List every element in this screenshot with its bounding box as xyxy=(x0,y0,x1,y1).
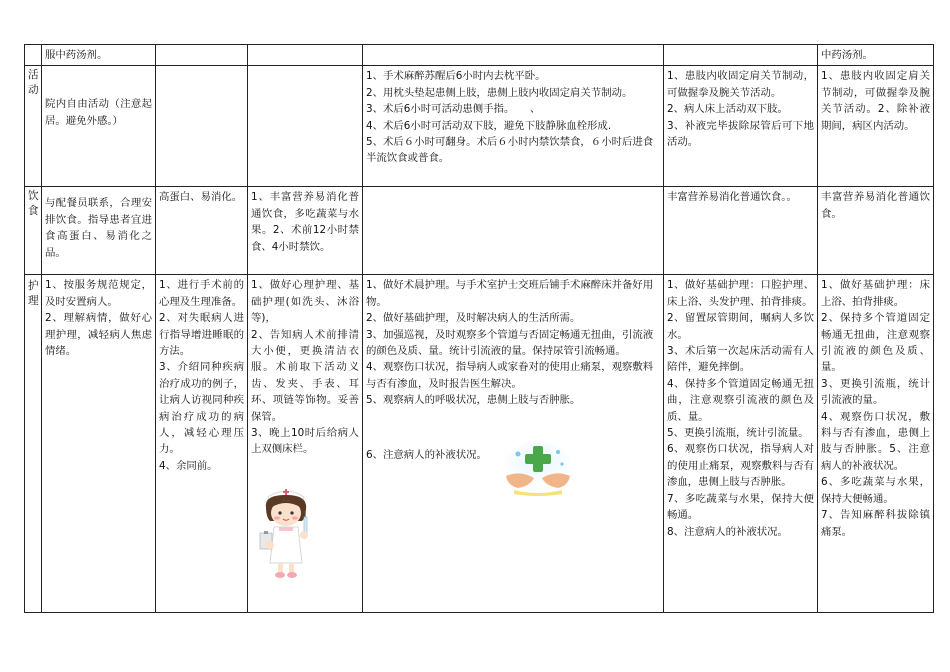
care-plan-table xyxy=(24,44,934,613)
cell-activity-col6: 1、患肢内收固定肩关节制动，可做握拳及腕关节活动。2、除补液期间，病区内活动。 xyxy=(818,66,934,187)
table-row-diet xyxy=(25,187,934,275)
cell-top-col5 xyxy=(664,45,818,66)
nurse-illustration xyxy=(250,483,322,579)
cell-activity-col5: 1、患肢内收固定肩关节制动，可做握拳及腕关节活动。 2、病人床上活动双下肢。 3、补液完毕拔除尿管后可下地活动。 xyxy=(664,66,818,187)
cell-nursing-col6: 1、做好基础护理：床上浴、拍背排痰。 2、保持多个管道固定畅通无扭曲，注意观察引流液的颜色及质、量。 3、更换引流瓶，统计引流液的量。 4、观察伤口状况，敷料与否有渗血，患侧上肢与否肿胀。5、注意病人的补液状况。 6、多吃蔬菜与水果，保持大便畅通。 7、告知麻醉科拔除镇痛泵。 xyxy=(818,275,934,613)
cell-activity-col1: 院内自由活动（注意起居。避免外感。） xyxy=(42,66,156,187)
cell-diet-col1: 与配餐员联系，合理安排饮食。指导患者宜进食高蛋白、易消化之品。 xyxy=(42,187,156,275)
cell-activity-col4: 1、手术麻醉苏醒后6小时内去枕平卧。 2、用枕头垫起患侧上肢，患侧上肢内收固定肩关节制动。 3、术后6小时可活动患侧手指。 、 4、术后6小时可活动双下肢，避免下肢静脉血栓形成. 5、术后６小时可翻身。术后６小时内禁饮禁食，６小时后进食半流饮食或普食。 xyxy=(363,66,664,187)
cell-top-col4 xyxy=(363,45,664,66)
cell-top-col6: 中药汤剂。 xyxy=(818,45,934,66)
cell-nursing-col2: 1、进行手术前的心理及生理准备。 2、对失眠病人进行指导增进睡眠的方法。 3、介绍同种疾病治疗成功的例子，让病人访视同种疾病治疗成功的病人，减轻心理压力。 4、余同前。 xyxy=(156,275,248,613)
cell-diet-col6: 丰富营养易消化普通饮食。 xyxy=(818,187,934,275)
cell-nursing-col5: 1、做好基础护理：口腔护理、床上浴、头发护理、拍背排痰。 2、留置尿管期间，嘱病人多饮水。 3、术后第一次起床活动需有人陪伴，避免摔倒。 4、保持多个管道固定畅通无扭曲，注意观察引流液的颜色及质、量。 5、更换引流瓶，统计引流量。 6、观察伤口状况，指导病人对的使用止痛泵，观察敷料与否有渗血，患侧上肢与否肿胀。 7、多吃蔬菜与水果，保持大便畅通。 8、注意病人的补液状况。 xyxy=(664,275,818,613)
cell-nursing-col4: 1、做好术晨护理。与手术室护士交班后铺手术麻醉床并备好用物。 2、做好基础护理，及时解决病人的生活所需。 3、加强巡视，及时观察多个管道与否固定畅通无扭曲，引流液的颜色及质、量。统计引流液的量。保持尿管引流畅通。 4、观察伤口状况，指导病人或家眷对的使用止痛泵，观察敷料与否有渗血，及时报告医生解决。 5、观察病人的呼吸状况，患侧上肢与否肿胀。 6、注意病人的补液状况。 xyxy=(363,275,664,613)
table-row-activity xyxy=(25,66,934,187)
cell-diet-col3: 1、丰富营养易消化普通饮食，多吃蔬菜与水果。2、术前12小时禁食、4小时禁饮。 xyxy=(248,187,363,275)
row-label-empty xyxy=(25,45,42,66)
cell-diet-col2: 高蛋白、易消化。 xyxy=(156,187,248,275)
cell-diet-col5: 丰富营养易消化普通饮食。。 xyxy=(664,187,818,275)
cell-diet-col4 xyxy=(363,187,664,275)
row-label-activity: 活 动 xyxy=(25,66,42,187)
row-label-diet: 饮 食 xyxy=(25,187,42,275)
cell-activity-col2 xyxy=(156,66,248,187)
cell-nursing-col1: 1、按服务规范规定，及时安置病人。 2、理解病情，做好心理护理，减轻病人焦虑情绪。 xyxy=(42,275,156,613)
cell-top-col3 xyxy=(248,45,363,66)
cell-activity-col3 xyxy=(248,66,363,187)
hands-cross-icon xyxy=(500,440,576,496)
cell-top-col1: 服中药汤剂。 xyxy=(42,45,156,66)
cell-top-col2 xyxy=(156,45,248,66)
cell-nursing-col3: 1、做好心理护理、基础护理(如洗头、沐浴等)， 2、告知病人术前排清大小便，更换清洁衣服。术前取下活动义齿、发夹、手表、耳环、项链等饰物。妥善保管。 3、晚上10时后给病人上双侧床栏。 xyxy=(248,275,363,613)
row-label-nursing: 护 理 xyxy=(25,275,42,613)
table-row-continuation xyxy=(25,45,934,66)
table-row-nursing xyxy=(25,275,934,613)
